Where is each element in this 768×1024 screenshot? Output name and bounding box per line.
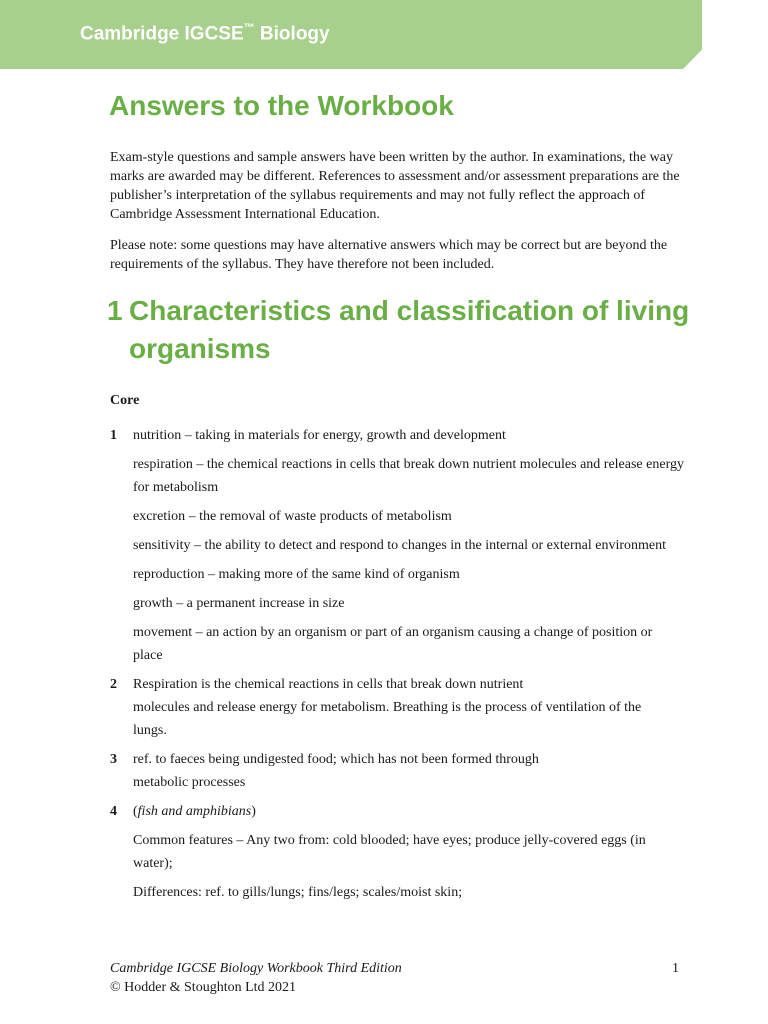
footer-book-title: Cambridge IGCSE Biology Workbook Third Edition bbox=[110, 961, 402, 976]
question-number-2: 2 bbox=[110, 677, 117, 692]
intro-paragraph-1: Exam-style questions and sample answers have been written by the author. In examinations, the way marks are awarded may be different. References to assessment and/or assessment preparations are the publisher’s interpretation of the syllabus requirements and may not fully reflect the approach of Cambridge Assessment International Education. bbox=[110, 150, 680, 222]
q1-answer-line: sensitivity – the ability to detect and respond to changes in the internal or external environment bbox=[133, 538, 667, 553]
q4-answer-line: Differences: ref. to gills/lungs; fins/legs; scales/moist skin; bbox=[133, 885, 463, 900]
chapter-number: 1 bbox=[107, 295, 123, 326]
q4-answer-line: (fish and amphibians) bbox=[133, 804, 256, 819]
question-number-3: 3 bbox=[110, 752, 117, 767]
header-title: Cambridge IGCSE™ Biology bbox=[80, 22, 330, 45]
trademark-symbol: ™ bbox=[243, 22, 255, 34]
q3-answer-line: metabolic processes bbox=[133, 775, 246, 790]
q1-answer-line: movement – an action by an organism or part of an organism causing a change of position or place bbox=[133, 625, 653, 663]
question-number-1: 1 bbox=[110, 428, 117, 443]
q4-italic-text: fish and amphibians bbox=[137, 804, 252, 819]
q2-answer-line: molecules and release energy for metabolism. Breathing is the process of ventilation of the lungs. bbox=[133, 700, 642, 738]
intro-paragraph-2: Please note: some questions may have alternative answers which may be correct but are beyond the requirements of the syllabus. They have therefore not been included. bbox=[110, 238, 668, 272]
chapter-heading bbox=[107, 292, 727, 368]
q2-answer-line: Respiration is the chemical reactions in cells that break down nutrient bbox=[133, 677, 524, 692]
page-title: Answers to the Workbook bbox=[109, 90, 454, 121]
question-number-4: 4 bbox=[110, 804, 117, 819]
q1-answer-line: reproduction – making more of the same kind of organism bbox=[133, 567, 460, 582]
q1-answer-line: respiration – the chemical reactions in cells that break down nutrient molecules and release energy for metabolism bbox=[133, 457, 684, 495]
q3-answer-line: ref. to faeces being undigested food; which has not been formed through bbox=[133, 752, 539, 767]
chapter-title: Characteristics and classification of living organisms bbox=[129, 295, 690, 364]
page-number: 1 bbox=[672, 961, 679, 976]
q4-answer-line: Common features – Any two from: cold blooded; have eyes; produce jelly-covered eggs (in water); bbox=[133, 833, 646, 871]
q1-answer-line: nutrition – taking in materials for energy, growth and development bbox=[133, 428, 506, 443]
q1-answer-line: growth – a permanent increase in size bbox=[133, 596, 345, 611]
q1-answer-line: excretion – the removal of waste products of metabolism bbox=[133, 509, 452, 524]
section-heading-core: Core bbox=[110, 393, 140, 408]
footer-copyright: © Hodder & Stoughton Ltd 2021 bbox=[110, 980, 297, 995]
